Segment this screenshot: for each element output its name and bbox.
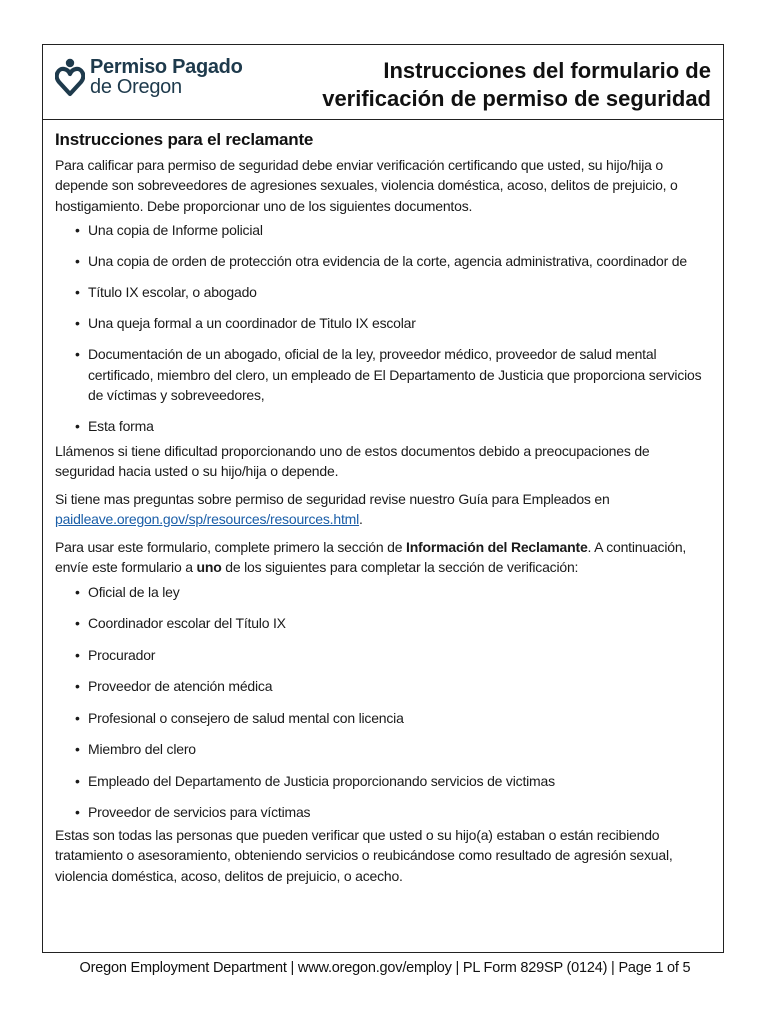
list-item: • Documentación de un abogado, oficial de la ley, proveedor médico, proveedor de salud mental certificado, miembro del clero, un empleado de El Departamento de Justicia que proporciona servicios de víctimas y sobreveedores, (55, 344, 711, 406)
form-title-line2: verificación de permiso de seguridad (322, 86, 711, 111)
list-item: • Miembro del clero (55, 739, 711, 760)
resources-link[interactable]: paidleave.oregon.gov/sp/resources/resources.html (55, 511, 360, 527)
list-item: • Una copia de Informe policial (55, 220, 711, 241)
list-item: • Una queja formal a un coordinador de Titulo IX escolar (55, 313, 711, 334)
usage-bold-one: uno (196, 559, 222, 575)
list-item: • Profesional o consejero de salud mental con licencia (55, 708, 711, 729)
list-item: • Título IX escolar, o abogado (55, 282, 711, 303)
page-footer: Oregon Employment Department | www.oregon.gov/employ | PL Form 829SP (0124) | Page 1 of 5 (79, 960, 691, 976)
list-item: • Procurador (55, 645, 711, 666)
verifiers-list (55, 582, 711, 823)
usage-text-middle: . A continuación, envíe este formulario a (55, 538, 687, 575)
call-us-paragraph: Llámenos si tiene dificultad proporcionando uno de estos documentos debido a preocupaciones de seguridad hacia usted o su hijo/hija o depende. (55, 442, 650, 479)
list-item: • Proveedor de servicios para víctimas (55, 802, 711, 823)
list-item: • Una copia de orden de protección otra evidencia de la corte, agencia administrativa, coordinador de (55, 251, 711, 272)
logo-name-line1: Permiso Pagado (90, 56, 243, 78)
heart-person-icon (55, 57, 85, 97)
list-item: • Proveedor de atención médica (55, 676, 711, 697)
list-item: • Esta forma (55, 416, 711, 437)
intro-paragraph: Para calificar para permiso de seguridad debe enviar verificación certificando que usted, su hijo/hija o depende son sobreveedores de agresiones sexuales, violencia doméstica, acoso, delitos de prejuicio, o hostigamiento. Debe proporcionar uno de los siguientes documentos. (55, 156, 678, 214)
form-frame (42, 44, 724, 953)
instructions-content (43, 120, 723, 886)
documents-list (55, 220, 711, 437)
questions-period: . (359, 511, 363, 527)
form-title-line1: Instrucciones del formulario de (383, 58, 711, 83)
usage-paragraph (55, 537, 711, 578)
section-heading: Instrucciones para el reclamante (55, 130, 314, 149)
usage-bold-claimant-info: Información del Reclamante (406, 538, 588, 555)
logo-name-line2: de Oregon (90, 76, 182, 98)
form-header (43, 45, 723, 120)
form-title (322, 57, 711, 113)
questions-paragraph (55, 489, 711, 530)
list-item: • Coordinador escolar del Título IX (55, 613, 711, 634)
closing-paragraph: Estas son todas las personas que pueden verificar que usted o su hijo(a) estaban o están recibiendo tratamiento o asesoramiento, obteniendo servicios o reubicándose como resultado de agresión sexual, violencia doméstica, acoso, delitos de prejuicio, o acecho. (55, 826, 673, 884)
questions-text: Si tiene mas preguntas sobre permiso de seguridad revise nuestro Guía para Empleados en (55, 490, 610, 507)
list-item: • Empleado del Departamento de Justicia proporcionando servicios de victimas (55, 771, 711, 792)
usage-text-end: de los siguientes para completar la sección de verificación: (221, 559, 579, 575)
list-item: • Oficial de la ley (55, 582, 711, 603)
paid-leave-logo (55, 57, 243, 97)
usage-text: Para usar este formulario, complete primero la sección de (55, 538, 407, 555)
